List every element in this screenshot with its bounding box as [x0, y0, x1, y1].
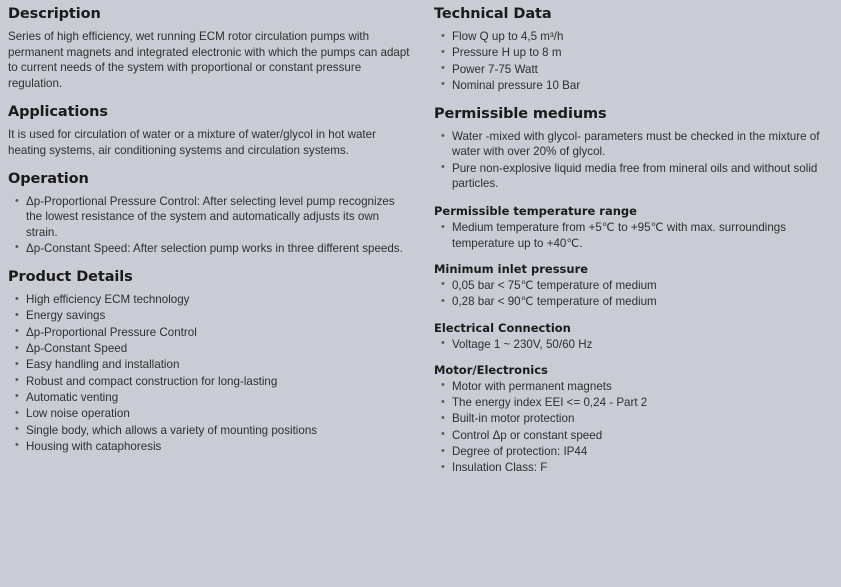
- minimum-inlet-pressure-section: [434, 262, 833, 310]
- description-section: [8, 6, 412, 91]
- minimum-inlet-pressure-list: [434, 278, 833, 310]
- list-item: • Δp-Proportional Pressure Control: [8, 325, 412, 340]
- description-text: Series of high efficiency, wet running ECM rotor circulation pumps with permanent magnets and integrated electronic with which the pumps can adapt to current needs of the system with proportional or constant pressure regulation.: [8, 30, 410, 90]
- list-item: • Built-in motor protection: [434, 411, 833, 426]
- list-item: • Easy handling and installation: [8, 357, 412, 372]
- technical-data-section: [434, 6, 833, 93]
- list-item: • Energy savings: [8, 308, 412, 323]
- right-column: [428, 6, 833, 587]
- list-item: • 0,05 bar < 75℃ temperature of medium: [434, 278, 833, 293]
- list-item: • Motor with permanent magnets: [434, 379, 833, 394]
- list-item: • Pressure H up to 8 m: [434, 45, 833, 60]
- electrical-connection-list: [434, 337, 833, 352]
- description-title: Description: [8, 6, 101, 22]
- left-column: [8, 6, 428, 587]
- applications-title: Applications: [8, 104, 108, 120]
- list-item: • Insulation Class: F: [434, 460, 833, 475]
- list-item: • Nominal pressure 10 Bar: [434, 78, 833, 93]
- electrical-connection-title: Electrical Connection: [433, 320, 571, 335]
- list-item: • 0,28 bar < 90℃ temperature of medium: [434, 294, 833, 309]
- list-item: • Medium temperature from +5℃ to +95℃ with max. surroundings temperature up to +40℃.: [434, 220, 833, 251]
- list-item: • Flow Q up to 4,5 m³/h: [434, 29, 833, 44]
- electrical-connection-section: [434, 321, 833, 352]
- list-item: • Low noise operation: [8, 406, 412, 421]
- list-item: • Robust and compact construction for long-lasting: [8, 374, 412, 389]
- list-item: • Control Δp or constant speed: [434, 428, 833, 443]
- operation-title: Operation: [8, 171, 89, 187]
- temperature-range-list: [434, 220, 833, 251]
- technical-data-title: Technical Data: [433, 6, 552, 22]
- permissible-mediums-title: Permissible mediums: [433, 106, 607, 123]
- operation-section: [8, 171, 412, 256]
- product-details-section: [8, 269, 412, 454]
- list-item: • The energy index EEI <= 0,24 - Part 2: [434, 395, 833, 410]
- operation-list: [8, 194, 412, 256]
- motor-electronics-list: [434, 379, 833, 476]
- motor-electronics-title: Motor/Electronics: [433, 362, 548, 377]
- list-item: • Degree of protection: IP44: [434, 444, 833, 459]
- permissible-mediums-section: [434, 106, 833, 191]
- list-item: • Power 7-75 Watt: [434, 62, 833, 77]
- list-item: • Voltage 1 ~ 230V, 50/60 Hz: [434, 337, 833, 352]
- motor-electronics-section: [434, 363, 833, 476]
- list-item: • Δp-Proportional Pressure Control: After selecting level pump recognizes the lowest resistance of the system and automatically adjusts its own strain.: [8, 194, 412, 240]
- permissible-mediums-list: [434, 129, 833, 191]
- minimum-inlet-pressure-title: Minimum inlet pressure: [433, 261, 589, 276]
- applications-section: [8, 104, 412, 158]
- applications-text: It is used for circulation of water or a mixture of water/glycol in hot water heating systems, air conditioning systems and circulation systems.: [8, 128, 376, 157]
- temperature-range-title: Permissible temperature range: [433, 204, 637, 219]
- list-item: • Δp-Constant Speed: [8, 341, 412, 356]
- list-item: • Housing with cataphoresis: [8, 439, 412, 454]
- product-details-list: [8, 292, 412, 454]
- list-item: • Pure non-explosive liquid media free from mineral oils and without solid particles.: [434, 161, 833, 192]
- technical-data-list: [434, 29, 833, 93]
- list-item: • Water -mixed with glycol- parameters must be checked in the mixture of water with over 20% of glycol.: [434, 129, 833, 160]
- list-item: • High efficiency ECM technology: [8, 292, 412, 307]
- product-details-title: Product Details: [8, 269, 133, 286]
- list-item: • Δp-Constant Speed: After selection pump works in three different speeds.: [8, 241, 412, 256]
- list-item: • Single body, which allows a variety of mounting positions: [8, 423, 412, 438]
- list-item: • Automatic venting: [8, 390, 412, 405]
- temperature-range-section: [434, 204, 833, 251]
